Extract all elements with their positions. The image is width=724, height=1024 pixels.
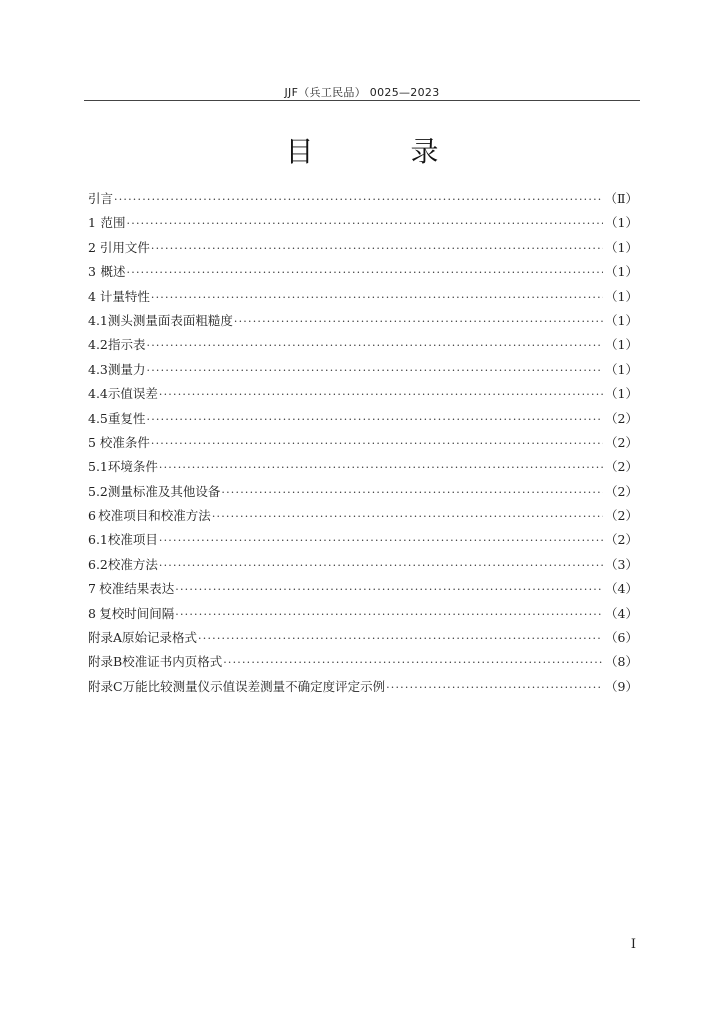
toc-entry-page: （6） <box>605 630 638 646</box>
toc-entry-number: 4.5 <box>88 410 108 426</box>
toc-entry-label: 测量力 <box>108 361 146 377</box>
toc-entry[interactable] <box>88 553 638 577</box>
toc-entry-label: 校准证书内页格式 <box>122 654 223 670</box>
toc-entry-number: 附录B <box>88 654 123 670</box>
toc-entry-page: （1） <box>605 288 638 304</box>
toc-entry[interactable] <box>88 431 638 455</box>
toc-entry[interactable] <box>88 504 638 528</box>
toc-entry[interactable] <box>88 650 638 674</box>
toc-entry-label: 校准结果表达 <box>99 581 175 597</box>
toc-entry[interactable] <box>88 455 638 479</box>
toc-entry-page: （4） <box>605 605 638 621</box>
toc-leader-dots <box>223 651 603 675</box>
toc-entry-number: 附录A <box>88 630 123 646</box>
toc-entry-number: 4.4 <box>88 386 108 402</box>
toc-entry-page: （1） <box>605 312 638 328</box>
toc-entry-label: 示值误差 <box>107 386 158 402</box>
toc-entry-number: 4.1 <box>88 312 108 328</box>
toc-entry-page: （3） <box>605 556 638 572</box>
toc-entry[interactable] <box>88 236 638 260</box>
toc-leader-dots <box>175 603 603 627</box>
toc-entry[interactable] <box>88 626 638 650</box>
toc-entry[interactable] <box>88 285 638 309</box>
toc-entry[interactable] <box>88 407 638 431</box>
toc-leader-dots <box>151 432 603 456</box>
toc-entry-page: （Ⅱ） <box>604 191 638 206</box>
toc-entry-label: 校准项目和校准方法 <box>98 508 211 524</box>
toc-entry[interactable] <box>88 260 638 284</box>
toc-entry-page: （1） <box>605 215 638 231</box>
toc-entry-number: 附录C <box>88 678 123 694</box>
toc-entry-page: （2） <box>605 459 638 475</box>
toc-entry-page: （2） <box>605 483 638 499</box>
toc-entry-page: （1） <box>605 361 638 377</box>
toc-leader-dots <box>147 359 604 383</box>
toc-entry-number: 5.2 <box>88 483 108 499</box>
toc-entry-label: 环境条件 <box>107 459 158 475</box>
toc-entry-label: 万能比较测量仪示值误差测量不确定度评定示例 <box>122 678 386 694</box>
table-of-contents <box>88 187 638 699</box>
toc-entry[interactable] <box>88 358 638 382</box>
toc-entry-page: （1） <box>605 239 638 255</box>
toc-entry-label: 复校时间间隔 <box>99 605 175 621</box>
toc-entry-number: 8 <box>88 605 96 621</box>
toc-entry-page: （2） <box>605 508 638 524</box>
toc-entry-label: 重复性 <box>108 410 146 426</box>
toc-leader-dots <box>212 505 603 529</box>
toc-entry-number: 4 <box>88 288 96 304</box>
toc-entry-number: 4.3 <box>88 361 108 377</box>
toc-entry-page: （8） <box>605 654 638 670</box>
toc-entry[interactable] <box>88 528 638 552</box>
toc-entry-label: 概述 <box>100 264 126 280</box>
toc-entry-page: （1） <box>605 386 638 402</box>
document-header: JJF（兵工民品） 0025—2023 <box>284 86 440 99</box>
toc-leader-dots <box>147 408 604 432</box>
toc-entry-label: 指示表 <box>108 337 146 353</box>
toc-leader-dots <box>151 237 603 261</box>
toc-entry-number: 5 <box>88 434 96 450</box>
toc-entry-label: 校准项目 <box>107 532 158 548</box>
page-title: 目 录 <box>285 135 483 168</box>
toc-entry-number: 3 <box>88 264 96 280</box>
toc-entry[interactable] <box>88 382 638 406</box>
toc-leader-dots <box>127 212 604 236</box>
toc-entry-page: （2） <box>605 532 638 548</box>
header-rule <box>84 100 640 101</box>
toc-entry-number: 6.2 <box>88 556 108 572</box>
toc-leader-dots <box>159 554 603 578</box>
toc-leader-dots <box>127 261 604 285</box>
toc-leader-dots <box>234 310 603 334</box>
toc-entry[interactable] <box>88 211 638 235</box>
toc-entry-page: （9） <box>605 678 638 694</box>
toc-entry[interactable] <box>88 480 638 504</box>
toc-entry-label: 计量特性 <box>99 288 150 304</box>
toc-entry-label: 测头测量面表面粗糙度 <box>107 312 233 328</box>
toc-entry[interactable] <box>88 602 638 626</box>
toc-leader-dots <box>159 383 603 407</box>
toc-leader-dots <box>221 481 603 505</box>
toc-entry-label: 引言 <box>88 191 114 206</box>
toc-entry-label: 校准条件 <box>99 434 150 450</box>
toc-entry-label: 引用文件 <box>99 239 150 255</box>
toc-entry[interactable] <box>88 333 638 357</box>
toc-entry-number: 1 <box>88 215 96 231</box>
toc-leader-dots <box>114 188 602 212</box>
toc-leader-dots <box>175 578 603 602</box>
toc-entry-page: （2） <box>605 410 638 426</box>
toc-entry-page: （1） <box>605 264 638 280</box>
toc-leader-dots <box>159 529 603 553</box>
toc-entry[interactable] <box>88 187 638 211</box>
toc-entry-number: 5.1 <box>88 459 108 475</box>
toc-entry[interactable] <box>88 577 638 601</box>
toc-entry[interactable] <box>88 675 638 699</box>
toc-leader-dots <box>151 286 603 310</box>
toc-entry-label: 范围 <box>100 215 126 231</box>
toc-leader-dots <box>159 456 603 480</box>
toc-entry-page: （1） <box>605 337 638 353</box>
toc-entry-label: 测量标准及其他设备 <box>107 483 221 499</box>
toc-entry-number: 6.1 <box>88 532 108 548</box>
toc-entry-number: 7 <box>88 581 96 597</box>
toc-entry-page: （2） <box>605 434 638 450</box>
toc-entry-label: 校准方法 <box>107 556 158 572</box>
toc-leader-dots <box>198 627 603 651</box>
toc-entry-number: 4.2 <box>88 337 108 353</box>
toc-leader-dots <box>386 676 603 700</box>
toc-entry-page: （4） <box>605 581 638 597</box>
page-number: Ⅰ <box>630 937 636 952</box>
toc-entry-number: 2 <box>88 239 96 255</box>
toc-entry[interactable] <box>88 309 638 333</box>
toc-leader-dots <box>147 334 604 358</box>
toc-entry-number: 6 <box>88 508 96 524</box>
toc-entry-label: 原始记录格式 <box>122 630 198 646</box>
